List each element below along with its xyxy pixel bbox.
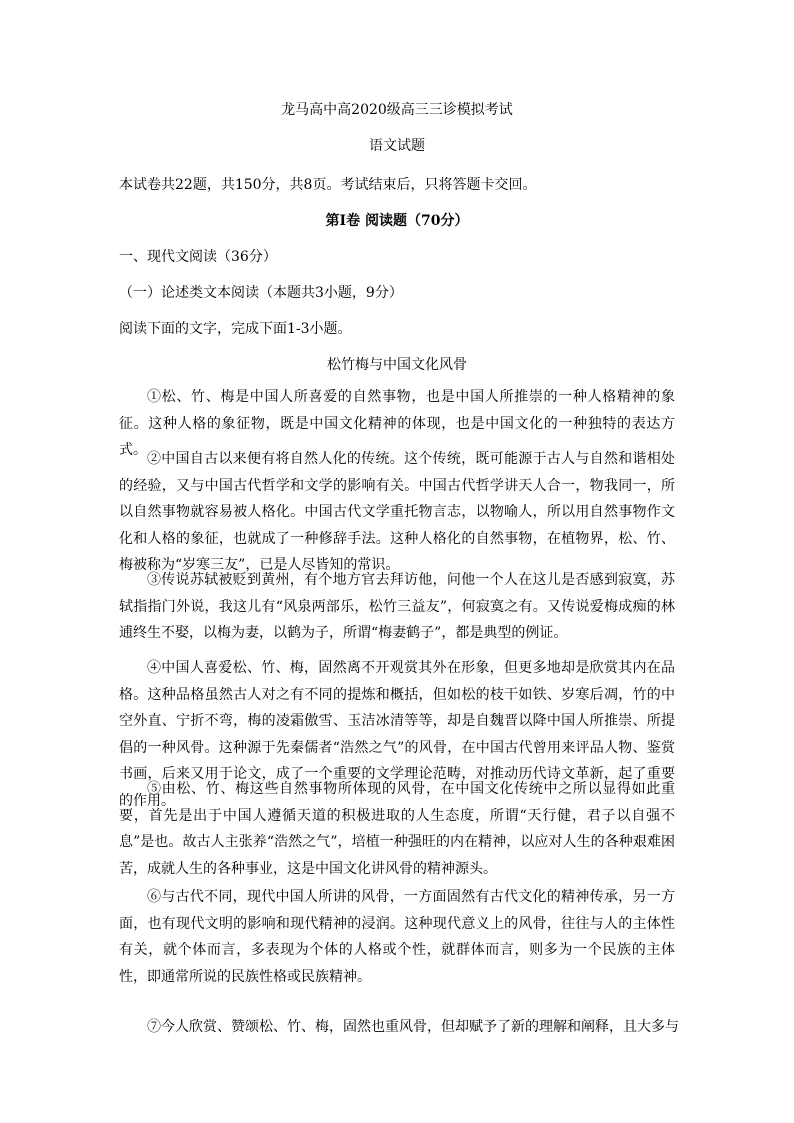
- article-paragraph-1: ①松、竹、梅是中国人所喜爱的自然事物，也是中国人所推崇的一种人格精神的象征。这种人格的象征物，既是中国文化精神的体现，也是中国文化的一种独特的表达方式。: [119, 389, 675, 458]
- article-paragraph-5: ⑤由松、竹、梅这些自然事物所体现的风骨，在中国文化传统中之所以显得如此重要，首先是出于中国人遵循天道的积极进取的人生态度，所谓“天行健，君子以自强不息”是也。故古人主张养“浩然之气”，培植一种强旺的内在精神，以应对人生的各种艰难困苦，成就人生的各种事业，这是中国文化讲风骨的精神源头。: [119, 781, 675, 877]
- article-paragraph-3: ③传说苏轼被贬到黄州，有个地方官去拜访他，问他一个人在这儿是否感到寂寞，苏轼指指门外说，我这儿有“风泉两部乐，松竹三益友”，何寂寞之有。又传说爱梅成痴的林逋终生不娶，以梅为妻，以鹤为子，所谓“梅妻鹤子”，都是典型的例证。: [119, 572, 675, 641]
- section-title: 一、现代文阅读（36分）: [119, 249, 277, 265]
- subject-title: 语文试题: [369, 138, 425, 154]
- exam-instructions: 本试卷共22题，共150分，共8页。考试结束后，只将答题卡交回。: [119, 177, 537, 193]
- article-paragraph-6: ⑥与古代不同，现代中国人所讲的风骨，一方面固然有古代文化的精神传承，另一方面，也有现代文明的影响和现代精神的浸润。这种现代意义上的风骨，往往与人的主体性有关，就个体而言，多表现为个体的人格或个性，就群体而言，则多为一个民族的主体性，即通常所说的民族性格或民族精神。: [119, 889, 675, 985]
- exam-title: 龙马高中高2020级高三三诊模拟考试: [281, 102, 513, 118]
- part-title: （一）论述类文本阅读（本题共3小题，9分）: [119, 285, 403, 301]
- article-paragraph-4: ④中国人喜爱松、竹、梅，固然离不开观赏其外在形象，但更多地却是欣赏其内在品格。这种品格虽然古人对之有不同的提炼和概括，但如松的枝干如铁、岁寒后凋，竹的中空外直、宁折不弯，梅的凌霜傲雪、玉洁冰清等等，却是自魏晋以降中国人所推崇、所提倡的一种风骨。这种源于先秦儒者“浩然之气”的风骨，在中国古代曾用来评品人物、鉴赏书画，后来又用于论文，成了一个重要的文学理论范畴，对推动历代诗文革新，起了重要的作用。: [119, 660, 675, 809]
- article-title: 松竹梅与中国文化风骨: [327, 357, 467, 373]
- volume-title: 第Ⅰ卷 阅读题（70分）: [325, 213, 469, 229]
- article-paragraph-7: ⑦今人欣赏、赞颂松、竹、梅，固然也重风骨，但却赋予了新的理解和阐释，且大多与: [147, 1019, 679, 1035]
- reading-direction: 阅读下面的文字，完成下面1-3小题。: [119, 321, 352, 337]
- article-paragraph-2: ②中国自古以来便有将自然人化的传统。这个传统，既可能源于古人与自然和谐相处的经验，又与中国古代哲学和文学的影响有关。中国古代哲学讲天人合一，物我同一，所以自然事物就容易被人格化。中国古代文学重托物言志，以物喻人，所以用自然事物作文化和人格的象征，也就成了一种修辞手法。这种人格化的自然事物，在植物界，松、竹、梅被称为“岁寒三友”，已是人尽皆知的常识。: [119, 451, 675, 573]
